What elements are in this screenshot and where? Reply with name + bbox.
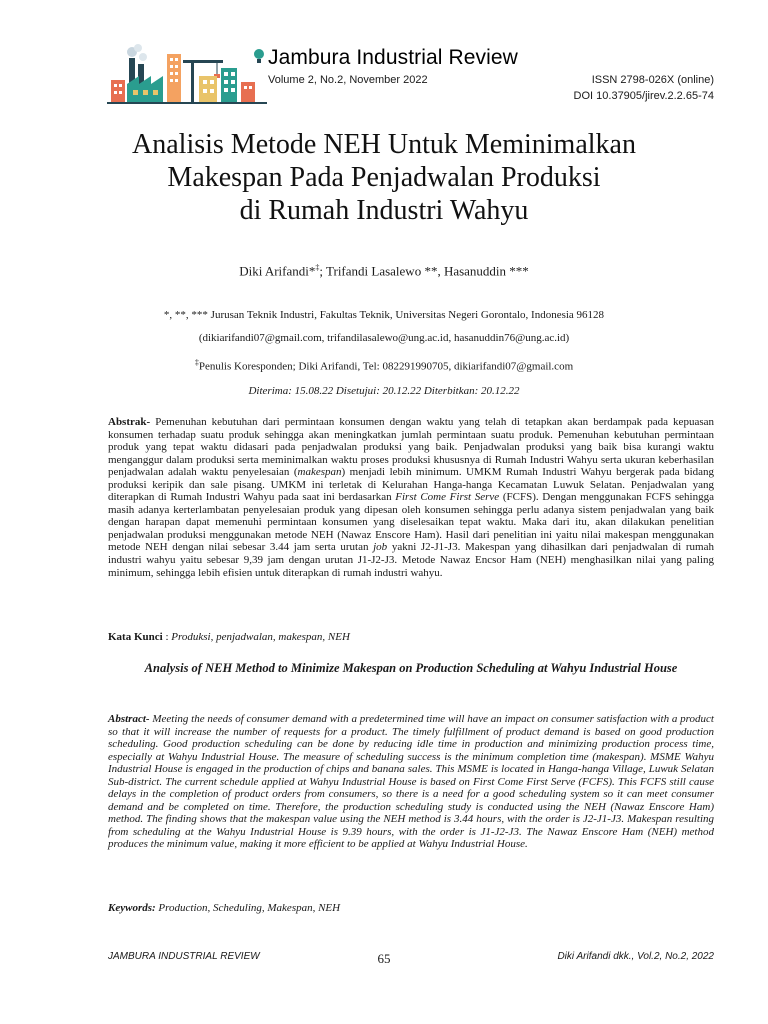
abstrak-text: ) menjadi lebih minimum. UMKM Rumah Industri Wahyu bergerak pada bidang produksi keripik dan sale pisang. UMKM ini terletak di Kelurahan Hanga-hanga Kecamatan Luwuk Selatan. Penjadwalan yang diterapkan di Rumah Industri Wahyu pada saat ini berdasarkan [108, 466, 715, 504]
abstract-label: Abstract- [108, 713, 150, 725]
author-names: ; Trifandi Lasalewo **, Hasanuddin *** [319, 263, 529, 279]
journal-name: Jambura Industrial Review [268, 46, 518, 69]
kata-kunci-text: Produksi, penjadwalan, makespan, NEH [171, 631, 350, 643]
author-marker: ‡ [315, 263, 320, 272]
abstrak-label: Abstrak- [108, 416, 151, 428]
corresponding-author [60, 358, 708, 373]
footer-citation: Diki Arifandi dkk., Vol.2, No.2, 2022 [557, 951, 714, 962]
author-list [60, 263, 708, 279]
abstract-text: Meeting the needs of consumer demand with a predetermined time will have an impact on consumer satisfaction with a product so that it will increase the number of requests for a product. The timely fulfillment of product demand is based on good production scheduling. Good production scheduling can be done by reducing idle time in production and minimizing production process time, especially at Wahyu Industrial House. The measure of scheduling success is the minimum completion time (makespan). MSME Wahyu Industrial House is engaged in the production of chips and banana sales. This MSME is located in Hanga-hanga Village, Luwuk Selatan Sub-district. The current schedule applied at Wahyu Industrial House is based on First Come First Serve (FCFS). This FCFS still cause delays in the completion of product orders from consumers, so there is a need for a good scheduling system so it can meet consumer demand and be completed on time. Therefore, the production scheduling study is conducted using the NEH (Nawaz Enscore Ham) method. The finding shows that the makespan value using the NEH method is 3.44 hours, with the order is J2-J1-J3. Makespan resulting from scheduling at the Wahyu Industrial House is 9.39 hours, with the order is J1-J2-J3. The Nawaz Enscore Ham (NEH) method produces the minimum value, making it more efficient to be applied at Wahyu Industrial House. [108, 713, 714, 851]
kata-kunci [108, 631, 714, 643]
corresp-text: Penulis Koresponden; Diki Arifandi, Tel: 082291990705, dikiarifandi07@gmail.com [198, 360, 574, 373]
affiliation: *, **, *** Jurusan Teknik Industri, Fakultas Teknik, Universitas Negeri Gorontalo, Indonesia 96128 [163, 309, 605, 321]
english-title: Analysis of NEH Method to Minimize Makespan on Production Scheduling at Wahyu Industrial House [144, 661, 678, 675]
keywords [108, 902, 714, 914]
abstract-en [108, 713, 714, 851]
title-line: Analisis Metode NEH Untuk Meminimalkan [132, 129, 636, 160]
author-name: Diki Arifandi* [239, 263, 316, 279]
footer-journal: JAMBURA INDUSTRIAL REVIEW [108, 951, 260, 962]
abstrak-term: First Come First Serve [395, 491, 500, 504]
paper-title [60, 128, 708, 227]
abstrak [108, 416, 714, 579]
page-number: 65 [377, 951, 391, 966]
journal-logo [107, 40, 267, 106]
issn: ISSN 2798-026X (online) [591, 74, 714, 86]
doi: DOI 10.37905/jirev.2.2.65-74 [573, 90, 714, 102]
abstrak-term: job [373, 541, 388, 554]
abstrak-text: (FCFS). Dengan menggunakan FCFS sehingga masih adanya kerterlambatan penyelesaian produk yang dipesan oleh konsumen sehingga perlu adanya sistem penjadwalan yang baik dengan harapan dapat memenuhi permintaan konsumen yang diselesaikan tepat waktu. Maka dari itu, akan dilakukan penelitian penjadwalan produksi menggunakan metode NEH (Nawaz Enscore Ham). Hasil dari penelitian ini yaitu nilai makespan menggunakan metode NEH dengan nilai sebesar 3.44 jam serta urutan [108, 491, 714, 554]
kata-kunci-sep: : [162, 631, 172, 643]
keywords-label: Keywords: [108, 902, 156, 914]
author-emails: (dikiarifandi07@gmail.com, trifandilasalewo@ung.ac.id, hasanuddin76@ung.ac.id) [198, 332, 570, 344]
publication-dates: Diterima: 15.08.22 Disetujui: 20.12.22 Diterbitkan: 20.12.22 [248, 385, 520, 397]
title-line: Makespan Pada Penjadwalan Produksi [167, 162, 601, 193]
abstrak-term: makespan [297, 466, 342, 479]
kata-kunci-label: Kata Kunci [108, 631, 163, 643]
abstrak-text: Pemenuhan kebutuhan dari permintaan konsumen dengan waktu yang telah di tetapkan akan berdampak pada kepuasan konsumen terhadap suatu produk sehingga akan meningkatkan jumlah permintaan suatu produk. Pemenuhan kebutuhan permintaan produk yang tepat waktu didasari pada penjadwalan produksi yang baik. Penjadwalan produksi yang baik bisa kurangi waktu menganggur dalam produksi serta meminimalkan waktu proses produksi khususnya di Rumah Industri Wahyu serta ukuran keberhasilan penjadwalan adalah waktu penyelesaian ( [108, 416, 714, 479]
volume-info: Volume 2, No.2, November 2022 [268, 74, 428, 86]
corresp-marker: ‡ [194, 358, 199, 367]
title-line: di Rumah Industri Wahyu [239, 195, 529, 226]
keywords-text: Production, Scheduling, Makespan, NEH [155, 902, 341, 914]
abstrak-text: yakni J2-J1-J3. Makespan yang dihasilkan dari penjadwalan di rumah industri wahyu yaitu sebesar 9,39 jam dengan urutan J1-J2-J3. Metode Nawaz Encsor Ham (NEH) menghasilkan nilai yang paling minimum, sehingga lebih efisien untuk diterapkan di rumah industri wahyu. [108, 541, 714, 579]
